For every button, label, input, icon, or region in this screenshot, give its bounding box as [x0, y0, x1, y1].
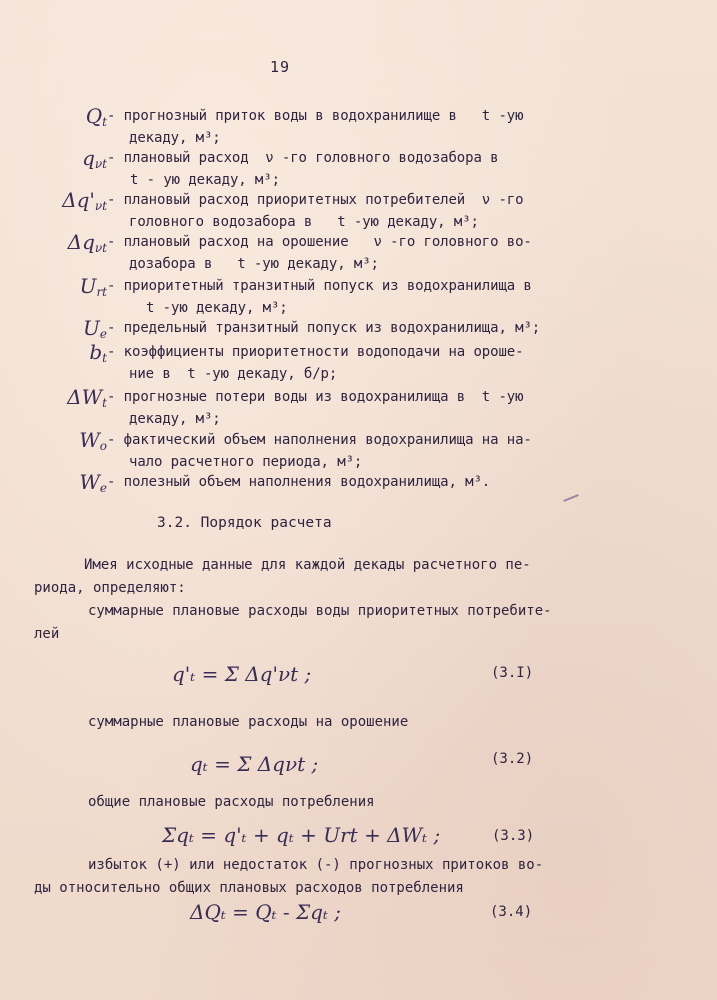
definition-line: - полезный объем наполнения водохранилища, м³. — [107, 474, 491, 490]
equation-number: (3.2) — [491, 751, 534, 767]
paragraph-line: лей — [34, 626, 60, 642]
definition-line: t -ую декаду, м³; — [146, 300, 288, 316]
definition-line: - прогнозный приток воды в водохранилище в t -ую — [107, 108, 524, 124]
definition-symbol: $W_o$ — [79, 428, 107, 453]
formula-text: Σqₜ = q'ₜ + qₜ + Urt + ΔWₜ ; — [162, 823, 441, 847]
definition-line: - плановый расход на орошение ν -го головного во- — [107, 234, 532, 250]
definition-symbol: $q_{\nu t}$ — [82, 146, 107, 171]
pen-stroke-mark — [563, 494, 579, 502]
definition-line: декаду, м³; — [129, 130, 221, 146]
definition-symbol: $\Delta q_{\nu t}$ — [67, 230, 107, 255]
equation-number: (3.I) — [491, 665, 534, 681]
definition-symbol: $W_e$ — [79, 470, 107, 495]
definition-line: головного водозабора в t -ую декаду, м³; — [129, 214, 479, 230]
equation-number: (3.3) — [492, 828, 535, 844]
definition-line: - плановый расход ν -го головного водозабора в — [107, 150, 499, 166]
paragraph-line: Имея исходные данные для каждой декады расчетного пе- — [84, 557, 531, 573]
paragraph-line: суммарные плановые расходы на орошение — [88, 714, 409, 730]
definition-symbol: $b_t$ — [89, 340, 107, 365]
paragraph-line: избыток (+) или недостаток (-) прогнозных притоков во- — [88, 857, 544, 873]
definition-symbol: $\Delta q'_{\nu t}$ — [62, 188, 107, 213]
formula-3-2 — [190, 752, 318, 776]
formula-3-1 — [172, 662, 311, 686]
formula-text: qₜ = Σ Δqνt ; — [190, 752, 319, 776]
definition-line: - приоритетный транзитный попуск из водохранилища в — [107, 278, 532, 294]
definition-symbol: $Q_t$ — [85, 104, 107, 129]
formula-3-3 — [162, 823, 440, 847]
formula-3-4 — [190, 900, 341, 924]
formula-text: ΔQₜ = Qₜ - Σqₜ ; — [190, 900, 342, 924]
definition-line: дозабора в t -ую декаду, м³; — [129, 256, 379, 272]
definition-line: - предельный транзитный попуск из водохранилища, м³; — [107, 320, 541, 336]
definition-line: ние в t -ую декаду, б/р; — [129, 366, 338, 382]
definition-line: t - ую декаду, м³; — [130, 172, 280, 188]
page-number: 19 — [270, 58, 291, 76]
definition-line: декаду, м³; — [129, 411, 221, 427]
paragraph-line: риода, определяют: — [34, 580, 186, 596]
paragraph-line: суммарные плановые расходы воды приоритетных потребите- — [88, 603, 552, 619]
formula-text: q'ₜ = Σ Δq'νt ; — [172, 662, 312, 686]
definition-line: - фактический объем наполнения водохранилища на на- — [107, 432, 532, 448]
section-title: 3.2. Порядок расчета — [157, 515, 332, 531]
definition-line: чало расчетного периода, м³; — [129, 454, 363, 470]
definition-symbol: $\Delta W_t$ — [67, 385, 107, 410]
definition-line: - коэффициенты приоритетности водоподачи на ороше- — [107, 344, 524, 360]
definition-line: - плановый расход приоритетных потребителей ν -го — [107, 192, 524, 208]
equation-number: (3.4) — [490, 904, 533, 920]
paragraph-line: ды относительно общих плановых расходов потребления — [34, 880, 464, 896]
paragraph-line: общие плановые расходы потребления — [88, 794, 375, 810]
definition-symbol: $U_{rt}$ — [79, 274, 107, 299]
definition-symbol: $U_e$ — [83, 316, 107, 341]
definition-line: - прогнозные потери воды из водохранилища в t -ую — [107, 389, 524, 405]
